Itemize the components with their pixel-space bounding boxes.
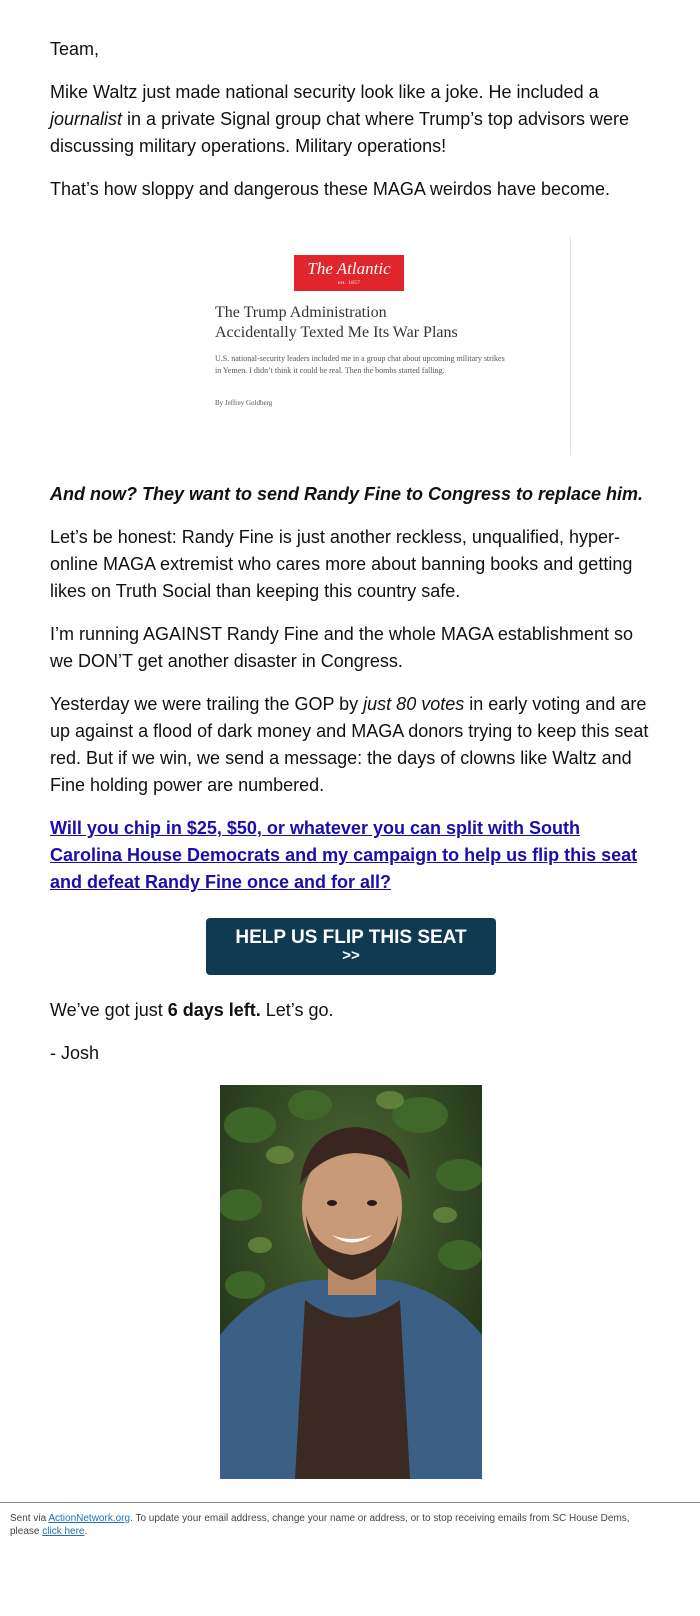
paragraph-running-against: I’m running AGAINST Randy Fine and the whole MAGA establishment so we DON’T get another disaster in Congress.: [50, 624, 633, 671]
paragraph-waltz-text-1: Mike Waltz just made national security look like a joke. He included a: [50, 82, 599, 102]
days-left-emphasis: 6 days left.: [167, 1000, 261, 1020]
actionnetwork-link[interactable]: ActionNetwork.org: [48, 1513, 131, 1524]
footer-text-suffix: .: [84, 1526, 88, 1537]
cta-container: [50, 918, 652, 975]
article-subhead: U.S. national-security leaders included me in a group chat about upcoming military strikes in Yemen. I didn’t think it could be real. Then the bombs started falling.: [215, 354, 505, 375]
atlantic-logo-text: The Atlantic: [307, 259, 391, 278]
email-body: [50, 36, 652, 1487]
footer-text-prefix: Sent via: [10, 1513, 49, 1524]
article-headline-line-1: The Trump Administration: [215, 304, 387, 321]
atlantic-article-image: [50, 237, 652, 455]
flip-seat-button-arrows: >>: [342, 947, 360, 964]
signoff: - Josh: [50, 1043, 100, 1063]
paragraph-waltz-emphasis: journalist: [50, 109, 123, 129]
article-headline-line-2: Accidentally Texted Me Its War Plans: [215, 324, 458, 341]
flip-seat-button[interactable]: [206, 918, 496, 975]
paragraph-randy-fine: Let’s be honest: Randy Fine is just another reckless, unqualified, hyper-online MAGA extremist who cares more about banning books and getting likes on Truth Social than keeping this country safe.: [50, 527, 633, 601]
unsubscribe-link[interactable]: click here: [42, 1526, 85, 1537]
article-screenshot: [50, 237, 571, 455]
footer-divider: [0, 1502, 700, 1503]
paragraph-sloppy: That’s how sloppy and dangerous these MAGA weirdos have become.: [50, 179, 610, 199]
candidate-photo: [220, 1085, 482, 1479]
days-left-text-1: We’ve got just: [50, 1000, 168, 1020]
candidate-portrait-illustration: [220, 1085, 482, 1479]
atlantic-logo-est: est. 1857: [337, 281, 361, 286]
article-byline: By Jeffrey Goldberg: [215, 399, 273, 407]
paragraph-early-voting-text-1: Yesterday we were trailing the GOP by: [50, 694, 364, 714]
paragraph-early-voting: [50, 691, 652, 799]
donation-ask-link[interactable]: Will you chip in $25, $50, or whatever you can split with South Carolina House Democrats and my campaign to help us flip this seat and defeat Randy Fine once and for all?: [50, 818, 638, 892]
randy-fine-headline: And now? They want to send Randy Fine to Congress to replace him.: [50, 484, 644, 504]
days-left-text-2: Let’s go.: [260, 1000, 334, 1020]
paragraph-waltz: [50, 79, 652, 160]
paragraph-early-voting-text-2: in early voting and are up against a flood of dark money and MAGA donors trying to keep this seat red. But if we win, we send a message: the days of clowns like Waltz and Fine holding power are numbered.: [50, 694, 649, 795]
article-headline: [215, 303, 545, 343]
footer-text-middle: . To update your email address, change your name or address, or to stop receiving emails from SC House Dems, please: [10, 1513, 630, 1537]
email-footer: [10, 1512, 650, 1538]
atlantic-logo: [294, 255, 404, 291]
paragraph-waltz-text-2: in a private Signal group chat where Trump’s top advisors were discussing military operations. Military operations!: [50, 109, 629, 156]
paragraph-days-left: [50, 997, 652, 1024]
paragraph-early-voting-emphasis: just 80 votes: [363, 694, 465, 714]
flip-seat-button-label: HELP US FLIP THIS SEAT: [235, 927, 467, 948]
greeting: Team,: [50, 39, 100, 59]
candidate-photo-container: [50, 1085, 652, 1487]
